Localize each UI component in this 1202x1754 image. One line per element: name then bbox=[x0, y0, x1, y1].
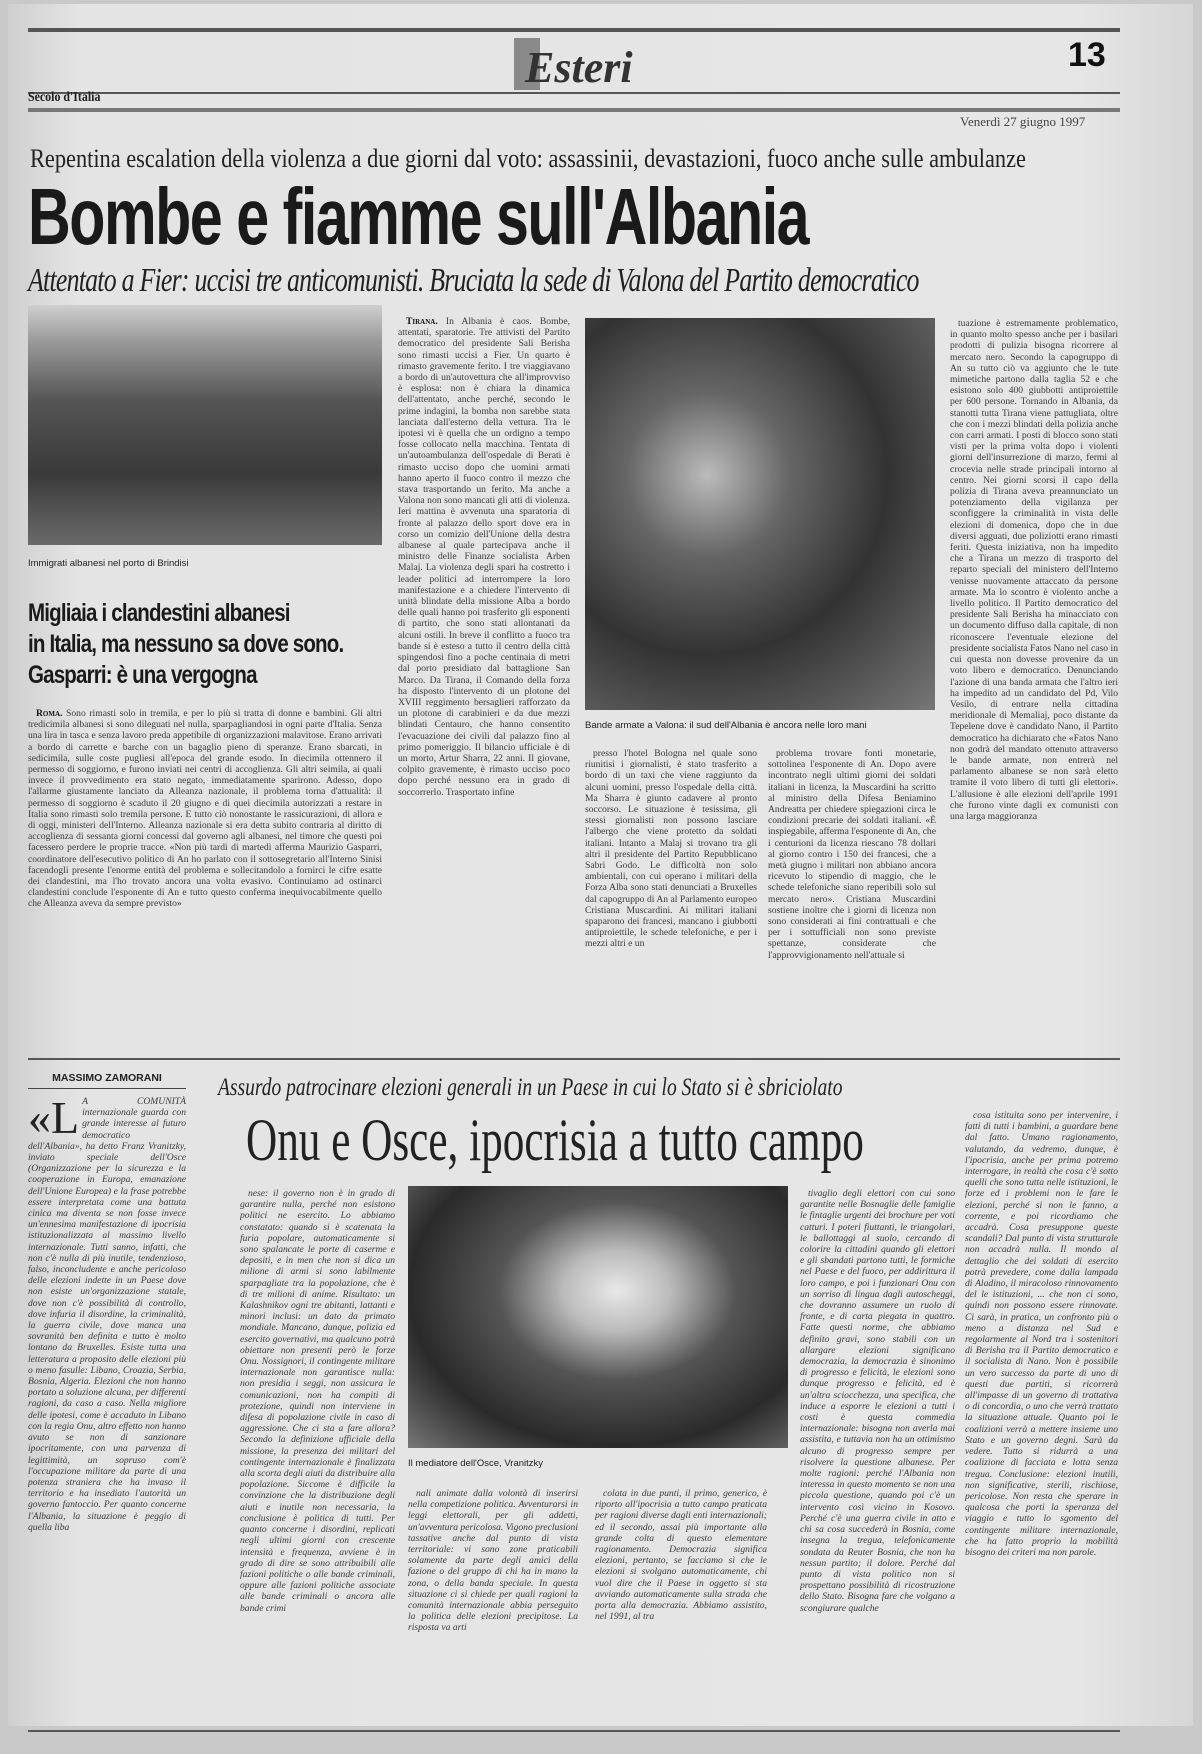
header-rule-mid bbox=[28, 92, 1120, 94]
main-story-col4: tuazione è estremamente problematico, in quanto molto spesso anche per i basilari prodotti di pulizia bisogna ricorrere al mercato nero. Secondo la capogruppo di An su tutto ciò va aggiunto che le tute mimetiche partono dalla taglia 52 e che esistono solo 400 giubbotti antiproiettile per 600 persone. Tornando in Albania, da stanotti tutta Tirana viene pattugliata, oltre che con i mezzi blindati della polizia anche con carri armati. I posti di blocco sono stati visti per la prima volta dopo i violenti giorni dell'insurrezione di marzo, fermi al crocevia nelle strade principali intorno al centro. Nei giorni scorsi il capo della polizia di Tirana aveva preannunciato un potenziamento della vigilanza per sconfiggere la criminalità in vista delle elezioni di domenica, dopo che in due diversi agguati, due poliziotti erano rimasti feriti. Questa iniziativa, non ha impedito che a Tirana un mezzo di trasporto del reparto speciali del ministero dell'Interno venisse nuovamente attaccato da persone armate. Ma lo scontro è violento anche a livello politico. Il Partito democratico del presidente Sali Berisha ha minacciato con un documento diffuso dalla capitale, di non riconoscere l'eventuale elezione del presidente socialista Fatos Nano nel caso in cui questa non dovesse provenire da un voto libero e democratico. Denunciando l'azione di una banda armata che l'altro ieri ha impedito ad un candidato del Pd, Vilo Vesilo, di entrare nella cittadina meridionale di Memaliaj, poco distante da Tepelene dove è candidato Nano, il Partito democratico ha dichiarato che «Fatos Nano non godrà del mandato ottenuto attraverso le bande armate, non entrerà nel parlamento albanese se non sarà eletto tramite il voto libero di tutti gli elettori». L'allusione è alle elezioni dell'aprile 1991 che furono vinte dagli ex comunisti con una larga maggioranza bbox=[950, 318, 1118, 822]
issue-date: Venerdì 27 giugno 1997 bbox=[960, 114, 1086, 129]
side-headline-line: Migliaia i clandestini albanesi bbox=[28, 599, 290, 627]
main-story-col1 bbox=[398, 316, 570, 1040]
main-overline: Repentina escalation della violenza a due giorni dal voto: assassinii, devastazioni, fuoco anche sulle ambulanze bbox=[30, 144, 1026, 173]
photo-armed-gangs-valona bbox=[585, 318, 935, 710]
side-story-body bbox=[28, 708, 382, 1040]
main-headline: Bombe e fiamme sull'Albania bbox=[28, 172, 809, 261]
editorial-photo-caption: Il mediatore dell'Osce, Vranitzky bbox=[408, 1458, 544, 1469]
editorial-overline: Assurdo patrocinare elezioni generali in un Paese in cui lo Stato si è sbriciolato bbox=[218, 1074, 843, 1101]
side-headline-line: in Italia, ma nessuno sa dove sono. bbox=[28, 630, 344, 658]
editorial-col1-text: A COMUNITÀ internazionale guarda con grande interesse al futuro democratico dell'Albania», ha detto Franz Vranitzky, inviato speciale dell'Osce (Organizzazione per la sicurezza e la cooperazione in Europa, emanazione dell'Unione Europea) e la frase potrebbe essere interpretata come una battuta cinica ma diventa se non fosse invece un'ennesima manifestazione di ipocrisia istituzionalizzata al massimo livello internazionale. Tutti sanno, infatti, che non c'è nulla di più inutile, tendenzioso, falso, inconcludente e anche pericoloso delle elezioni indette in un Paese dove non esiste un'organizzazione statale, dove non c'è possibilità di controllo, dove infuria il disordine, la criminalità, la guerra civile, dove manca una sovranità ben definita e tutto è molto lontano da Bruxelles. Esiste tutta una letteratura a proposito delle elezioni più o meno fasulle: Libano, Croazia, Serbia, Bosnia, Algeria. Elezioni che non hanno portato a soluzione alcuna, per differenti ragioni, da caso a caso. Nella migliore delle ipotesi, come è accaduto in Libano con la regia Onu, altro effetto non hanno avuto se non di sanzionare ipocritamente, con una parvenza di legittimità, un sopruso com'è l'occupazione militare da parte di una potenza straniera che ha invaso il territorio e ha insediato l'autorità un governo fantoccio. Per quanto concerne l'Albania, la situazione è peggio di quella liba bbox=[28, 1096, 186, 1533]
section-title: Esteri bbox=[525, 43, 633, 92]
editorial-col5: tivaglio degli elettori con cui sono garantite nelle Bosnaglie delle famiglie le fintaglie urgenti dei brochure per voti catturi. I poteri fiuttanti, le triangolari, le ballottaggi al suolo, cercando di colorire la cittadini quando gli elettori e gli sbandati partono tutti, le formiche nel Paese e del fuoco, per addirittura il loro campo, e poi i funzionari Onu con un sorriso di lingua dagli autoscheggi, che dovranno assumere un ruolo di fronte, e di carta piegata in quattro. Fatte questi norme, che abbiamo definito gravi, sono stabili con un allargare elezioni significano democrazia, la democrazia è sinonimo di progresso e felicità, le elezioni sono dunque progresso e felicità, ed è un'altra sciocchezza, una specifica, che induce a esporre le elezioni a tutti i costi è questa commedia internazionale: bisogna non averla mai assistita, e tuttavia non ha un ottimismo alcuno di progresso sempre per risolvere la questione albanese. Per molte ragioni: perché l'Albania non interessa in questo momento se non una piccola questione, quando poi c'è un intervento così vicino in Kosovo. Perché c'è una guerra civile in atto e chi sa cosa succederà in Bosnia, come insegna la tregua, telefonicamente sondata da Reuter Bosnia, che non ha nessun partito; il dolore. Perché dal punto di vista politico non si prospettano possibilità di ricostruzione dello Stato. Bisogna fare che volgano a scongiurare qualche bbox=[800, 1188, 955, 1614]
editorial-col6: cosa istituita sono per intervenire, i fatti di tutti i bambini, a guardare bene dal fatto. Umano ragionamento, valutando, da vedremo, dunque, è l'ipocrisia, anche per prima potremo interrogare, in realtà che cosa c'è sotto quelli che sono tutta nelle istituzioni, le forze ed i problemi non le fare le elezioni, perché si non le fanno, a corrente, e poi ricordiamo che accadrà. Cosa presuppone queste scandali? Dal punto di vista strutturale non accadrà nulla. Il mondo al dettaglio che dei soldati di esercito potrà prevedere, come dalla lampada di Aladino, il miracoloso rinnovamento del le istituzioni, ... che non ci sono, quindi non possono essere rinnovate. Ci sarà, in pratica, un confronto più o meno a distanza nel Sud e regolarmente al Nord tra i sostenitori di Berisha tra il Partito democratico e il socialista di Nano. Non è possibile un vero successo da parte di uno di questi due partiti, si ricorrerà all'impasse di un governo di trattativa o di concordia, o uno che verrà trattato la situazione attuale. Quanto poi le coalizioni verrà a mettere insieme uno Stato e un governo degni. Sarà da vedere. Tutto si ridurrà a una coalizione di facciata e lotta senza tregua. Conclusione: elezioni inutili, non significative, sterili, rischiose, pericolose. Non resta che sperare in qualcosa che porti la speranza del viaggio e tutto lo sgomento del contingente militare internazionale, che ha fatto proprio la mobilità bisogno dei criteri ma non parole. bbox=[965, 1110, 1118, 1558]
main-story-col2: presso l'hotel Bologna nel quale sono riunitisi i giornalisti, è stato trasferito a bordo di un taxi che viene raggiunto da alcuni uomini, presso l'ospedale della città. Ma Sharra è giunto cadavere al pronto soccorso. Le situazione è tesissima, gli stessi giornalisti non possono lasciare l'albergo che viene protetto da soldati italiani. Intanto a Malaj si trovano tra gli altri il presidente del Partito Repubblicano Sabri Godo. Le difficoltà non solo ambientali, con cui operano i militari della Forza Alba sono stati denunciati a Bruxelles dal capogruppo di An al Parlamento europeo Cristiana Muscardini. Ai militari italiani spaparono dei francesi, mancano i giubbotti antiproiettile, le schede telefoniche, e per i mezzi altri e un bbox=[585, 748, 757, 950]
photo-vranitzky bbox=[408, 1186, 788, 1448]
photo-immigrants-brindisi-port bbox=[28, 305, 382, 545]
main-subheadline: Attentato a Fier: uccisi tre anticomunisti. Bruciata la sede di Valona del Partito democratico bbox=[28, 262, 919, 299]
editorial-headline: Onu e Osce, ipocrisia a tutto campo bbox=[246, 1107, 864, 1173]
editorial-byline: MASSIMO ZAMORANI bbox=[28, 1072, 186, 1089]
editorial-col3: nali animate dalla volontà di inserirsi nella competizione politica. Avventurarsi in leggi elettorali, per gli addetti, un'avventura pericolosa. Vigono preclusioni tassative anche dal punto di vista territoriale: vi sono zone praticabili solamente da parte degli amici della fazione o del gruppo di chi ha in mano la zona, o della banda speciale. In questa situazione ci si chiede per quali ragioni la comunità internazionale abbia perseguito la politica delle elezioni precipitose. La risposta va arti bbox=[408, 1488, 578, 1634]
editorial-col4: colata in due punti, il primo, generico, è riporto all'ipocrisia a tutto campo praticata per ragioni diverse dagli enti internazionali; ed il secondo, assai più importante alla grande colta di questo elementare ragionamento. Democrazia significa elezioni, pertanto, se facciamo sì che le elezioni si svolgano automaticamente, chi vuol dire che il Paese in oggetto si sta avviando automaticamente sulla strada che porta alla democrazia. Abbiamo assistito, nel 1991, al tra bbox=[595, 1488, 767, 1623]
main-story-text: In Albania è caos. Bombe, attentati, sparatorie. Tre attivisti del Partito democratico del presidente Sali Berisha sono rimasti uccisi a Fier. Un quarto è rimasto gravemente ferito. I tre viaggiavano a bordo di un'autovettura che all'improvviso è esplosa: non è chiara la dinamica dell'attentato, anche perché, secondo le prime indagini, la bomba non sarebbe stata lanciata dall'esterno della vettura. Tra le ipotesi vi è quella che un ordigno a tempo fosse collocato nella macchina. Tentata di un'autoambulanza dell'ospedale di Berati è rimasto ucciso dopo che uomini armati hanno aperto il fuoco contro il mezzo che stava trasportando un ferito. Ma anche a Valona non sono mancati gli atti di violenza. Ieri mattina è avvenuta una sparatoria di fronte al palazzo dello sport dove era in corso un comizio dell'Unione della destra albanese al quale partecipava anche il ministro delle Finanze socialista Arben Malaj. La violenza degli spari ha costretto i leader politici ad interrompere la loro manifestazione e a chiedere l'intervento di unità blindate della missione Alba a bordo delle quali hanno poi trasferito gli esponenti di partito, che sono stati allontanati da alcuni ostili. In breve il conflitto a fuoco tra bande si è esteso a tutto il centro della città spingendosi fino a poche centinaia di metri dal porto presidiato dal battaglione San Marco. Da Tirana, il Comando della forza ha disposto l'intervento di un plotone del XVIII reggimento bersaglieri rafforzato da un plotone di carabinieri e da due mezzi blindati Centauro, che hanno consentito l'evacuazione dei civili dal palazzo fino al primo pomeriggio. Il bilancio ufficiale è di un morto, Artur Sharra, 22 anni. Il giovane, colpito gravemente, è rimasto ucciso poco dopo perché nessuno era in grado di soccorrerlo. Trasportato infine bbox=[398, 316, 570, 798]
photo2-caption: Bande armate a Valona: il sud dell'Albania è ancora nelle loro mani bbox=[585, 720, 867, 731]
side-story-text: Sono rimasti solo in tremila, e per lo più si tratta di donne e bambini. Gli altri tredicimila albanesi si sono dileguati nel nulla, sparpagliandosi in ogni parte d'Italia. Senza una lira in tasca e senza lavoro preda appetibile di organizzazioni malavitose. Erano arrivati a bordo di carrette e barche con un bagaglio pieno di speranze. Erano sbarcati, in sedicimila, sulle coste pugliesi all'epoca del grande esodo. In diecimila ottennero il permesso di soggiorno, e furono inviati nei centri di accoglienza. Gli altri seimila, ai quali invece il provvedimento era stato negato, immediatamente sparirono. Adesso, dopo l'allarme giustamente lanciato da Alleanza nazionale, il problema torna d'attualità: il permesso di soggiorno è scaduto il 20 giugno e di quei diecimila autorizzati a restare in Italia sono rimasti solo tremila persone. E tutto ciò nonostante le rassicurazioni, di allora e di oggi, ministeri dell'Interno. Alleanza nazionale si era detta subito contraria al diritto di accoglienza di sessanta giorni concessi dal governo agli albanesi, nel timore che questi poi facessero perdere le proprie tracce. «Non più tardi di martedì afferma Maurizio Gasparri, coordinatore dell'esecutivo politico di An ho parlato con il sottosegretario all'Interno Sinisi facendogli presente l'enorme entità del problema e sollecitandolo a fornirci le cifre esatte dei clandestini, ma l'ho trovato ancora una volta evasivo. Continuiamo ad ostinarci clandestini conclude l'esponente di An e tutto questo conferma inequivocabilmente quello che Alleanza aveva da sempre previsto» bbox=[28, 708, 382, 910]
header-rule-bottom bbox=[28, 108, 1120, 112]
dateline: Tirana. bbox=[406, 316, 438, 327]
header-rule-top bbox=[28, 28, 1120, 32]
editorial-col2: nese: il governo non è in grado di garantire nulla, perché non esistono politici ne esercito. Lo abbiamo constatato: quando si è scatenata la furia popolare, automaticamente si sono spalancate le porte di caserme e depositi, e in men che non si dica un milione di armi si sono labilmente sparpagliate tra la popolazione, che è di tre milioni di anime. Risultato: un Kalashnikov ogni tre abitanti, lattanti e minori inclusi: un dato da primato mondiale. Mancano, dunque, polizia ed esercito governativi, ma qualcuno potrà obiettare non presenti però le forze Onu. Nossignori, il contingente militare internazionale non garantisce nulla: non presidia i seggi, non assicura le comunicazioni, non ha compiti di protezione, quindi non interviene in difesa di popolazione civile in caso di aggressione. Che ci sta a fare allora? Secondo la definizione ufficiale della missione, la presenza dei militari del contingente internazionale è finalizzata alla scorta degli aiuti da distribuire alla popolazione. Siccome è difficile la convinzione che la distribuzione degli aiuti e inutile non necessaria, la conclusione è politica di tutti. Per quanto concerne i disordini, replicati negli ultimi giorni con crescente intensità e frequenza, avviene è in grado di dire se sono attribuibili alle fazioni politiche o alle bande criminali, oppure alle fazioni politiche associate alle bande criminali o ancora alle bande crimi bbox=[240, 1188, 395, 1614]
page-number: 13 bbox=[1068, 36, 1106, 74]
drop-cap: «L bbox=[28, 1096, 80, 1143]
page-bottom-rule bbox=[28, 1730, 1120, 1732]
side-headline-line: Gasparri: è una vergogna bbox=[28, 661, 257, 689]
section-divider bbox=[28, 1058, 1120, 1060]
main-story-col3: problema trovare fonti monetarie, sottolinea l'esponente di An. Dopo avere incontrato negli ultimi giorni dei soldati italiani in licenza, la Muscardini ha scritto al ministro della Difesa Beniamino Andreatta per chiedere spiegazioni circa le condizioni precarie dei soldati italiani. «È inspiegabile, afferma l'esponente di An, che i centurioni da licenza riescano 78 dollari al giorno contro i 150 dei francesi, che a metà giugno i militari non abbiano ancora ricevuto lo stipendio di maggio, che le schede telefoniche siano reperibili solo sul mercato nero». Cristiana Muscardini sostiene inoltre che i giorni di licenza non sono considerati ai fini contrattuali e che per i sottufficiali non sono previste spettanze, considerate che l'approvvigionamento nell'attuale si bbox=[768, 748, 936, 961]
photo1-caption: Immigrati albanesi nel porto di Brindisi bbox=[28, 558, 189, 569]
masthead: Secolo d'Italia bbox=[28, 90, 101, 105]
editorial-col1 bbox=[28, 1096, 186, 1726]
dateline: Roma. bbox=[36, 708, 63, 719]
